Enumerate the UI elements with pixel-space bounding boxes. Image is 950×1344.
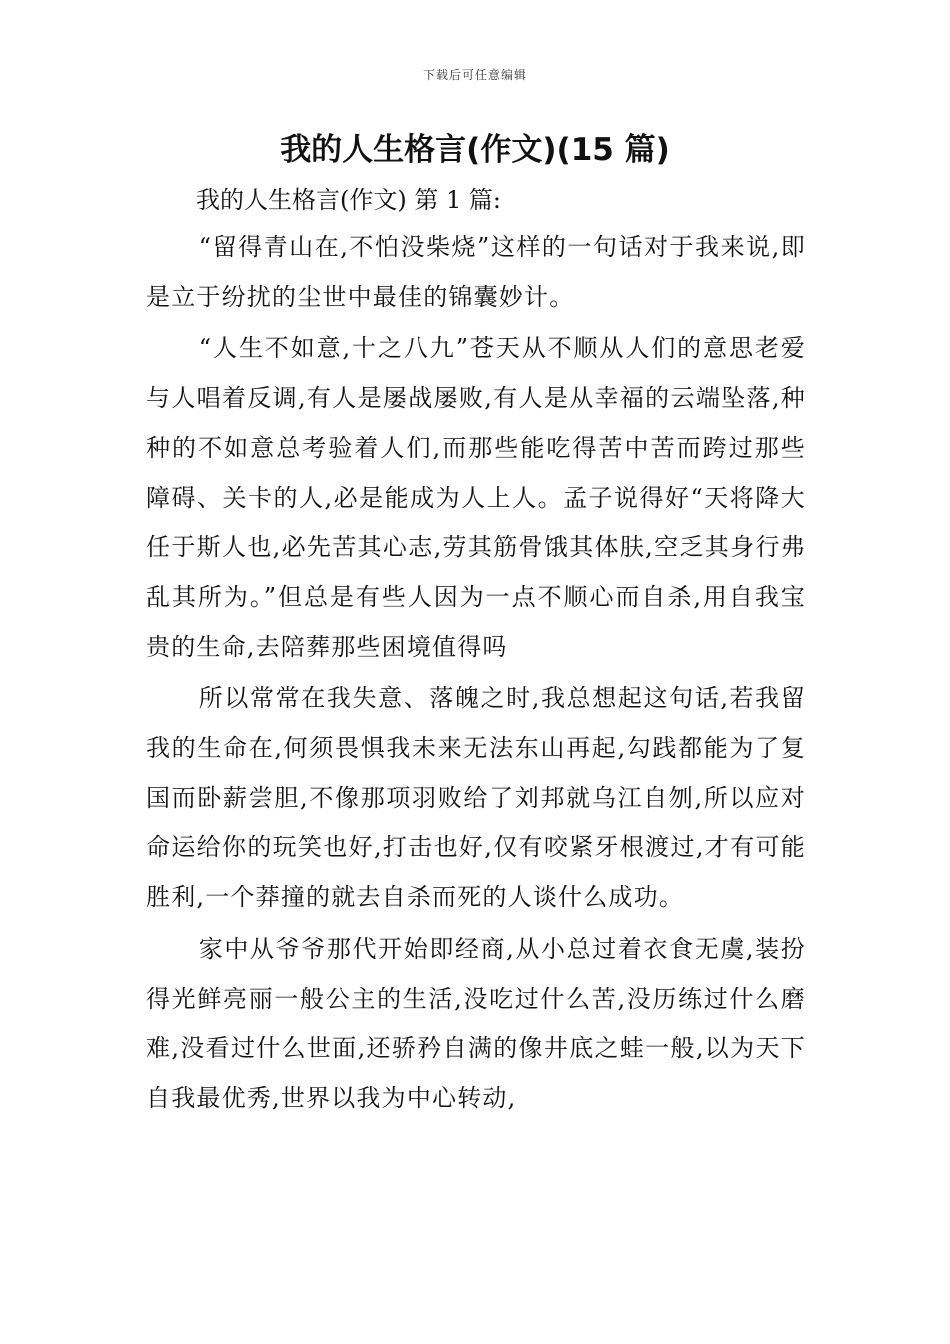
paragraph-3: 所以常常在我失意、落魄之时,我总想起这句话,若我留我的生命在,何须畏惧我未来无法东山再起,勾践都能为了复国而卧薪尝胆,不像那项羽败给了刘邦就乌江自刎,所以应对命运给你的玩笑也好,打击也好,仅有咬紧牙根渡过,才有可能胜利,一个莽撞的就去自杀而死的人谈什么成功。 <box>146 684 806 912</box>
paragraph-2: “人生不如意,十之八九”苍天从不顺从人们的意思老爱与人唱着反调,有人是屡战屡败,有人是从幸福的云端坠落,种种的不如意总考验着人们,而那些能吃得苦中苦而跨过那些障碍、关卡的人,必是能成为人上人。孟子说得好“天将降大任于斯人也,必先苦其心志,劳其筋骨饿其体肤,空乏其身行弗乱其所为。”但总是有些人因为一点不顺心而自杀,用自我宝贵的生命,去陪葬那些困境值得吗 <box>146 334 806 661</box>
paragraph-4: 家中从爷爷那代开始即经商,从小总过着衣食无虞,装扮得光鲜亮丽一般公主的生活,没吃过什么苦,没历练过什么磨难,没看过什么世面,还骄矜自满的像井底之蛙一般,以为天下自我最优秀,世界以我为中心转动, <box>146 934 806 1112</box>
document-title: 我的人生格言(作文)(15 篇) <box>280 132 670 168</box>
paragraph-1: “留得青山在,不怕没柴烧”这样的一句话对于我来说,即是立于纷扰的尘世中最佳的锦囊妙计。 <box>146 233 806 311</box>
document-body <box>146 223 806 1126</box>
header-note: 下载后可任意编辑 <box>422 68 527 82</box>
document-subtitle: 我的人生格言(作文) 第 1 篇: <box>196 186 501 214</box>
